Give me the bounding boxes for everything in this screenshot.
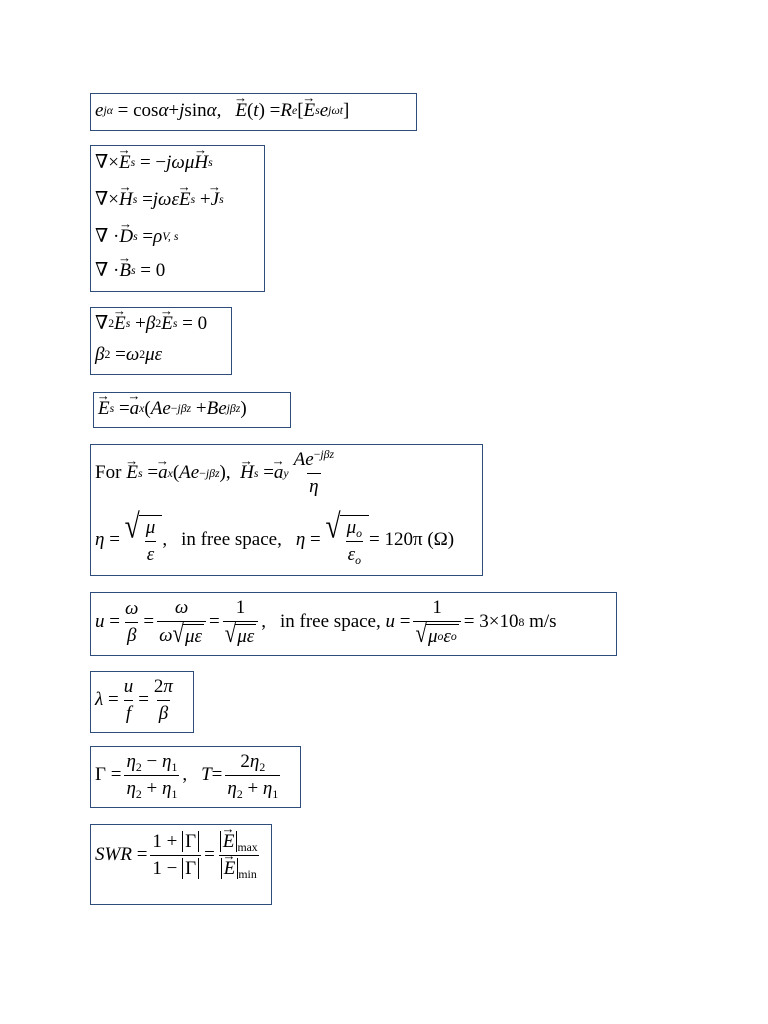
- equation-intrinsic-impedance: For → E s = → a x ( Ae −jβz ), → H s = → a y $\frac{Ae^{-j\beta z}}{\eta}$ η = √ $\frac{\mu}{\varepsilon}$ , in free space, η = √ $\frac{\mu_o}{\varepsilon_o}$ = 120π (Ω): [90, 444, 483, 576]
- for-label: For: [95, 462, 122, 484]
- swr-label: SWR: [95, 844, 132, 866]
- equation-euler-phasor: e jα = cos α + j sin α , → E ( t ) = R e [ → E s e jωt ]: [90, 93, 417, 131]
- free-space-label-1: in free space,: [181, 529, 282, 551]
- equation-wavelength: λ = $\frac{u}{f}$ = $\frac{2\pi}{\beta}$: [90, 671, 194, 733]
- impedance-value: = 120π (Ω): [369, 529, 455, 551]
- equation-general-solution: → E s = → a x ( Ae −jβz + Be jβz ): [93, 392, 291, 428]
- speed-value: = 3×10: [463, 611, 519, 633]
- free-space-label-2: in free space,: [280, 611, 381, 633]
- equation-swr: SWR = $\frac{1 + \Gamma}{1 - \Gamma}$ = → E $_{max}$ → E $_{min}$: [90, 824, 272, 905]
- speed-unit: m/s: [529, 611, 557, 633]
- min-subscript: min: [238, 867, 257, 881]
- max-subscript: max: [237, 841, 258, 855]
- equation-helmholtz: ∇ 2 → E s + β 2 → E s = 0 β 2 = ω 2 με: [90, 307, 232, 375]
- equation-reflection-transmission: Γ = $\frac{\eta_2 - \eta_1}{\eta_2 + \eta_1}$ , T = $\frac{2\eta_2}{\eta_2 + \eta_1}$: [90, 746, 301, 808]
- equation-maxwell-phasor: ∇× → E s = − jωμ → H s ∇× → H s = jωε → E s + → J s ∇ · → D s = ρ V, s ∇ · → B s = 0: [90, 145, 265, 292]
- equation-phase-velocity: u = $\frac{\omega}{\beta}$ = ω ω √ με = 1 √ με , in free space, u = 1 √ μ o ε o = 3×10 8 m/s: [90, 592, 617, 656]
